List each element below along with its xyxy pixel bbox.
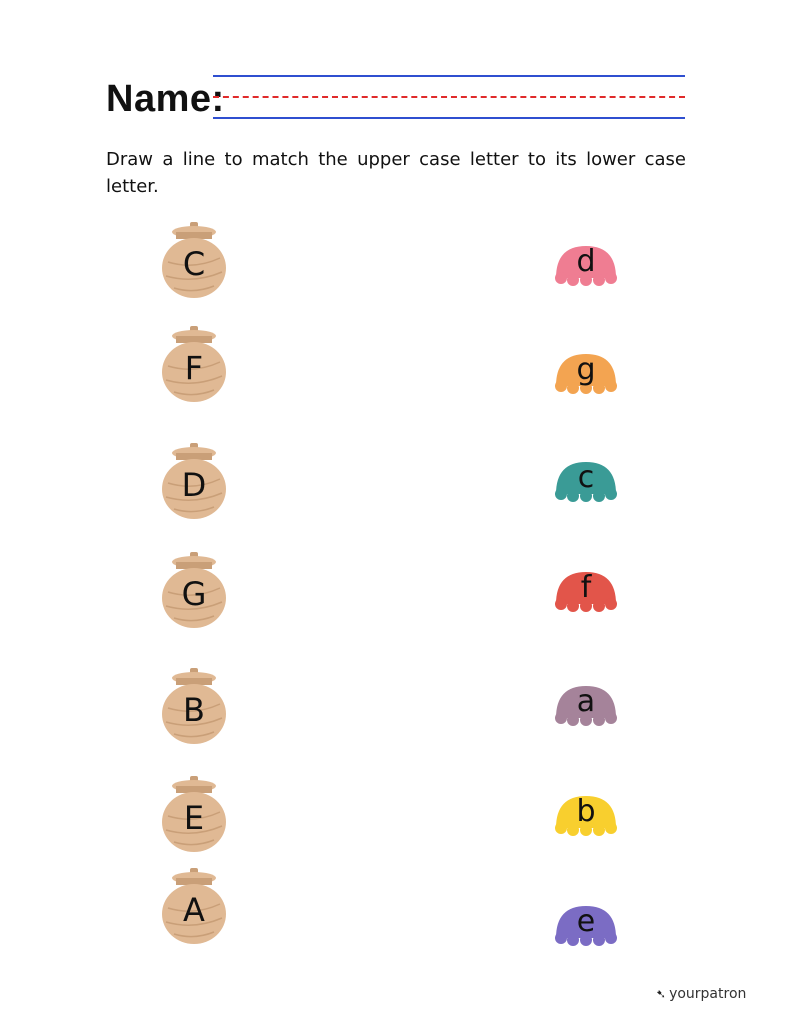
name-label: Name:	[106, 78, 225, 120]
pot-card[interactable]	[160, 222, 228, 302]
pot-card[interactable]	[160, 552, 228, 632]
scoop-letter: d	[576, 244, 596, 279]
scoop-card[interactable]	[552, 792, 620, 840]
writing-line-midline	[213, 96, 685, 98]
instructions: Draw a line to match the upper case letter to its lower case letter.	[106, 149, 686, 197]
brand-text: yourpatron	[669, 986, 747, 1002]
scoop-card[interactable]	[552, 458, 620, 506]
scoop-letter: f	[580, 570, 592, 605]
pot-card[interactable]	[160, 776, 228, 856]
writing-line-baseline[interactable]	[213, 117, 685, 119]
scoop-letter: e	[576, 904, 596, 939]
scoop-card[interactable]	[552, 568, 620, 616]
scoop-letter: c	[577, 460, 595, 495]
pot-card[interactable]	[160, 868, 228, 948]
leaf-icon: ➷	[656, 987, 667, 1001]
pot-letter: E	[183, 799, 205, 837]
scoop-letter: a	[576, 684, 596, 719]
pot-card[interactable]	[160, 326, 228, 406]
pot-letter: B	[183, 691, 205, 729]
brand	[656, 986, 746, 1002]
scoop-letter: b	[576, 794, 596, 829]
pot-letter: G	[181, 575, 207, 613]
scoop-card[interactable]	[552, 902, 620, 950]
scoop-card[interactable]	[552, 350, 620, 398]
writing-line-top	[213, 75, 685, 77]
pot-card[interactable]	[160, 443, 228, 523]
pot-letter: A	[183, 891, 205, 929]
pot-card[interactable]	[160, 668, 228, 748]
scoop-card[interactable]	[552, 242, 620, 290]
pot-letter: C	[182, 245, 206, 283]
pot-letter: D	[181, 466, 207, 504]
scoop-letter: g	[576, 352, 596, 387]
scoop-card[interactable]	[552, 682, 620, 730]
pot-letter: F	[184, 349, 204, 387]
